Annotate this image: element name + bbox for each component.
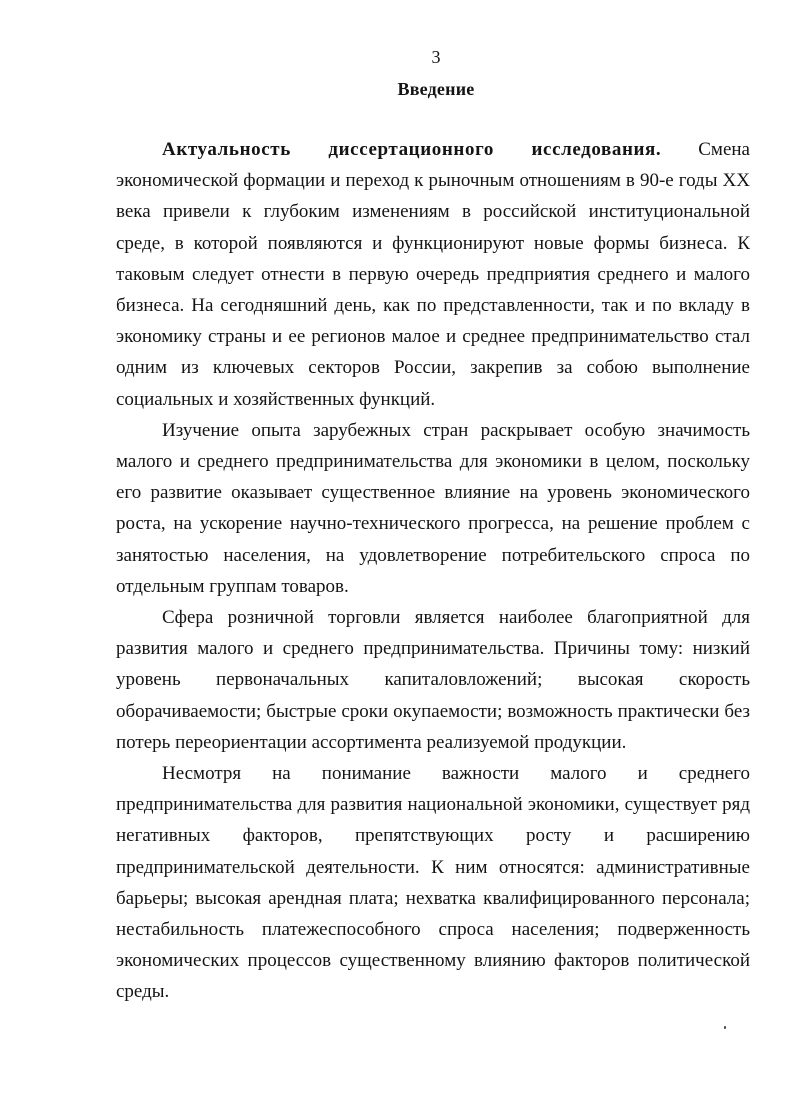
paragraph-negative-factors: [116, 758, 750, 1008]
paragraph-text: Изучение опыта зарубежных стран раскрывает особую значимость малого и среднего предпринимательства для экономики в целом, поскольку его развитие оказывает существенное влияние на уровень экономического роста, на ускорение научно-технического прогресса, на решение проблем с занятостью населения, на удовлетворение потребительского спроса по отдельным группам товаров.: [116, 419, 750, 597]
paragraph-retail: [116, 602, 750, 758]
body-text: [116, 134, 750, 1008]
paragraph-foreign-experience: [116, 415, 750, 602]
paragraph-text: Сфера розничной торговли является наиболее благоприятной для развития малого и среднего предпринимательства. Причины тому: низкий уровень первоначальных капиталовложений; высокая скорость оборачиваемости; быстрые сроки окупаемости; возможность практически без потерь переориентации ассортимента реализуемой продукции.: [116, 607, 750, 753]
paragraph-lead: Актуальность диссертационного исследования.: [162, 139, 662, 160]
scan-speck: [724, 1026, 726, 1029]
paragraph-text: Несмотря на понимание важности малого и среднего предпринимательства для развития национальной экономики, существует ряд негативных факторов, препятствующих росту и расширению предпринимательской деятельности. К ним относятся: административные барьеры; высокая арендная плата; нехватка квалифицированного персонала; нестабильность платежеспособного спроса населения; подверженность экономических процессов существенному влиянию факторов политической среды.: [116, 763, 750, 1003]
paragraph-text: Смена экономической формации и переход к рыночным отношениям в 90-е годы XX века привели к глубоким изменениям в российской институциональной среде, в которой появляются и функционируют новые формы бизнеса. К таковым следует отнести в первую очередь предприятия среднего и малого бизнеса. На сегодняшний день, как по представленности, так и по вкладу в экономику страны и ее регионов малое и среднее предпринимательство стал одним из ключевых секторов России, закрепив за собою выполнение социальных и хозяйственных функций.: [116, 139, 750, 410]
section-heading: Введение: [397, 79, 475, 99]
paragraph-relevance: [116, 134, 750, 415]
page-number: 3: [431, 47, 441, 67]
